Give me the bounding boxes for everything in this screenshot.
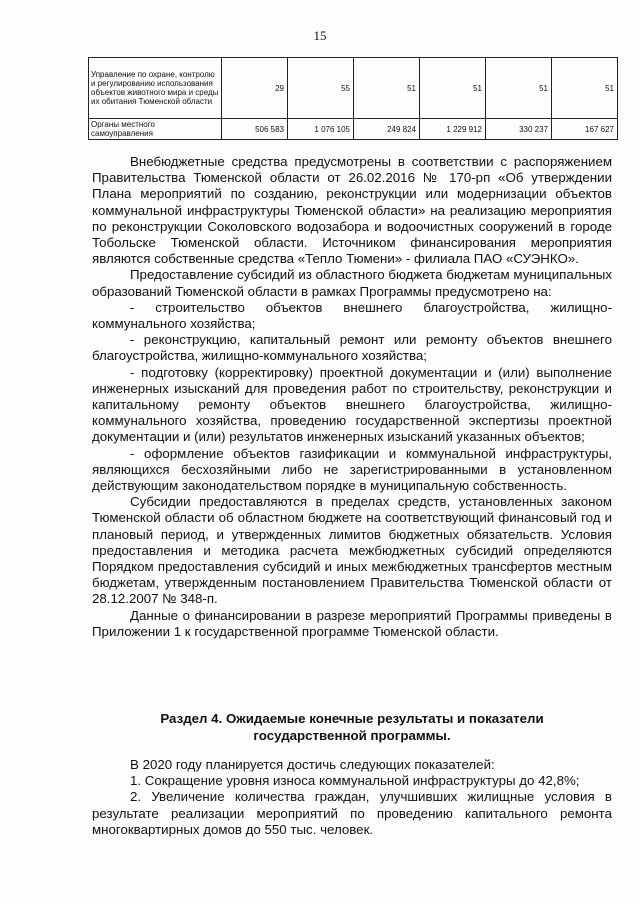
table-cell: 1 076 105 xyxy=(288,119,354,140)
section-heading-line: государственной программы. xyxy=(253,727,451,743)
results-text xyxy=(92,757,612,838)
table-row xyxy=(89,58,618,119)
list-item: 2. Увеличение количества граждан, улучшивших жилищные условия в результате реализации мероприятий по проведению капитального ремонта многоквартирных домов до 550 тыс. человек. xyxy=(92,789,612,837)
table-cell: 55 xyxy=(288,58,354,119)
table-cell: 51 xyxy=(552,58,618,119)
table-cell: 506 583 xyxy=(222,119,288,140)
table-cell-label: Органы местного самоуправления xyxy=(89,119,222,140)
table-cell: 330 237 xyxy=(486,119,552,140)
list-item: - строительство объектов внешнего благоустройства, жилищно-коммунального хозяйства; xyxy=(92,299,612,332)
list-item: - реконструкцию, капитальный ремонт или ремонту объектов внешнего благоустройства, жилищно-коммунального хозяйства; xyxy=(92,332,612,364)
list-item: - оформление объектов газификации и коммунальной инфраструктуры, являющихся бесхозяйными либо не зарегистрированными в установленном действующим законодательством порядке в муниципальную собственность. xyxy=(92,445,612,494)
table-cell: 51 xyxy=(354,58,420,119)
list-item: - подготовку (корректировку) проектной документации и (или) выполнение инженерных изысканий для проведения работ по строительству, реконструкции и капитальному ремонту объектов внешнего благоустройства, жилищно-коммунального хозяйства, проведению государственной экспертизы проектной документации и (или) результатов инженерных изысканий указанных объектов; xyxy=(92,364,612,445)
paragraph: Данные о финансировании в разрезе мероприятий Программы приведены в Приложении 1 к государственной программе Тюменской области. xyxy=(92,607,612,639)
table-cell-label: Управление по охране, контролю и регулированию использования объектов животного мира и среды их обитания Тюменской области xyxy=(89,58,222,119)
table-cell: 51 xyxy=(420,58,486,119)
paragraph: Внебюджетные средства предусмотрены в соответствии с распоряжением Правительства Тюменской области от 26.02.2016 № 170-рп «Об утверждении Плана мероприятий по созданию, реконструкции или модернизации объектов коммунальной инфраструктуры Тюменской области» на реализацию мероприятия по реконструкции Соколовского водозабора и водоочистных сооружений в городе Тобольске Тюменской области. Источником финансирования мероприятия являются собственные средства «Тепло Тюмени» - филиала ПАО «СУЭНКО». xyxy=(92,154,612,267)
paragraph: В 2020 году планируется достичь следующих показателей: xyxy=(130,757,495,772)
body-text xyxy=(92,154,612,640)
table-cell: 51 xyxy=(486,58,552,119)
table-cell: 1 229 912 xyxy=(420,119,486,140)
table-cell: 167 627 xyxy=(552,119,618,140)
paragraph: Предоставление субсидий из областного бюджета бюджетам муниципальных образований Тюменской области в рамках Программы предусмотрено на: xyxy=(92,267,612,299)
table-cell: 249 824 xyxy=(354,119,420,140)
section-heading xyxy=(92,711,612,744)
financing-table xyxy=(88,57,618,140)
section-heading-line: Раздел 4. Ожидаемые конечные результаты и показатели xyxy=(160,711,544,726)
table-cell: 29 xyxy=(222,58,288,119)
table-row xyxy=(89,119,618,140)
list-item: 1. Сокращение уровня износа коммунальной инфраструктуры до 42,8%; xyxy=(130,773,580,789)
paragraph: Субсидии предоставляются в пределах средств, установленных законом Тюменской области об областном бюджете на соответствующий финансовый год и плановый период, и утвержденных лимитов бюджетных обязательств. Условия предоставления и методика расчета межбюджетных субсидий определяются Порядком предоставления субсидий и иных межбюджетных трансфертов местным бюджетам, утвержденным постановлением Правительства Тюменской области от 28.12.2007 № 348-п. xyxy=(92,494,612,607)
page-number: 15 xyxy=(313,28,327,43)
